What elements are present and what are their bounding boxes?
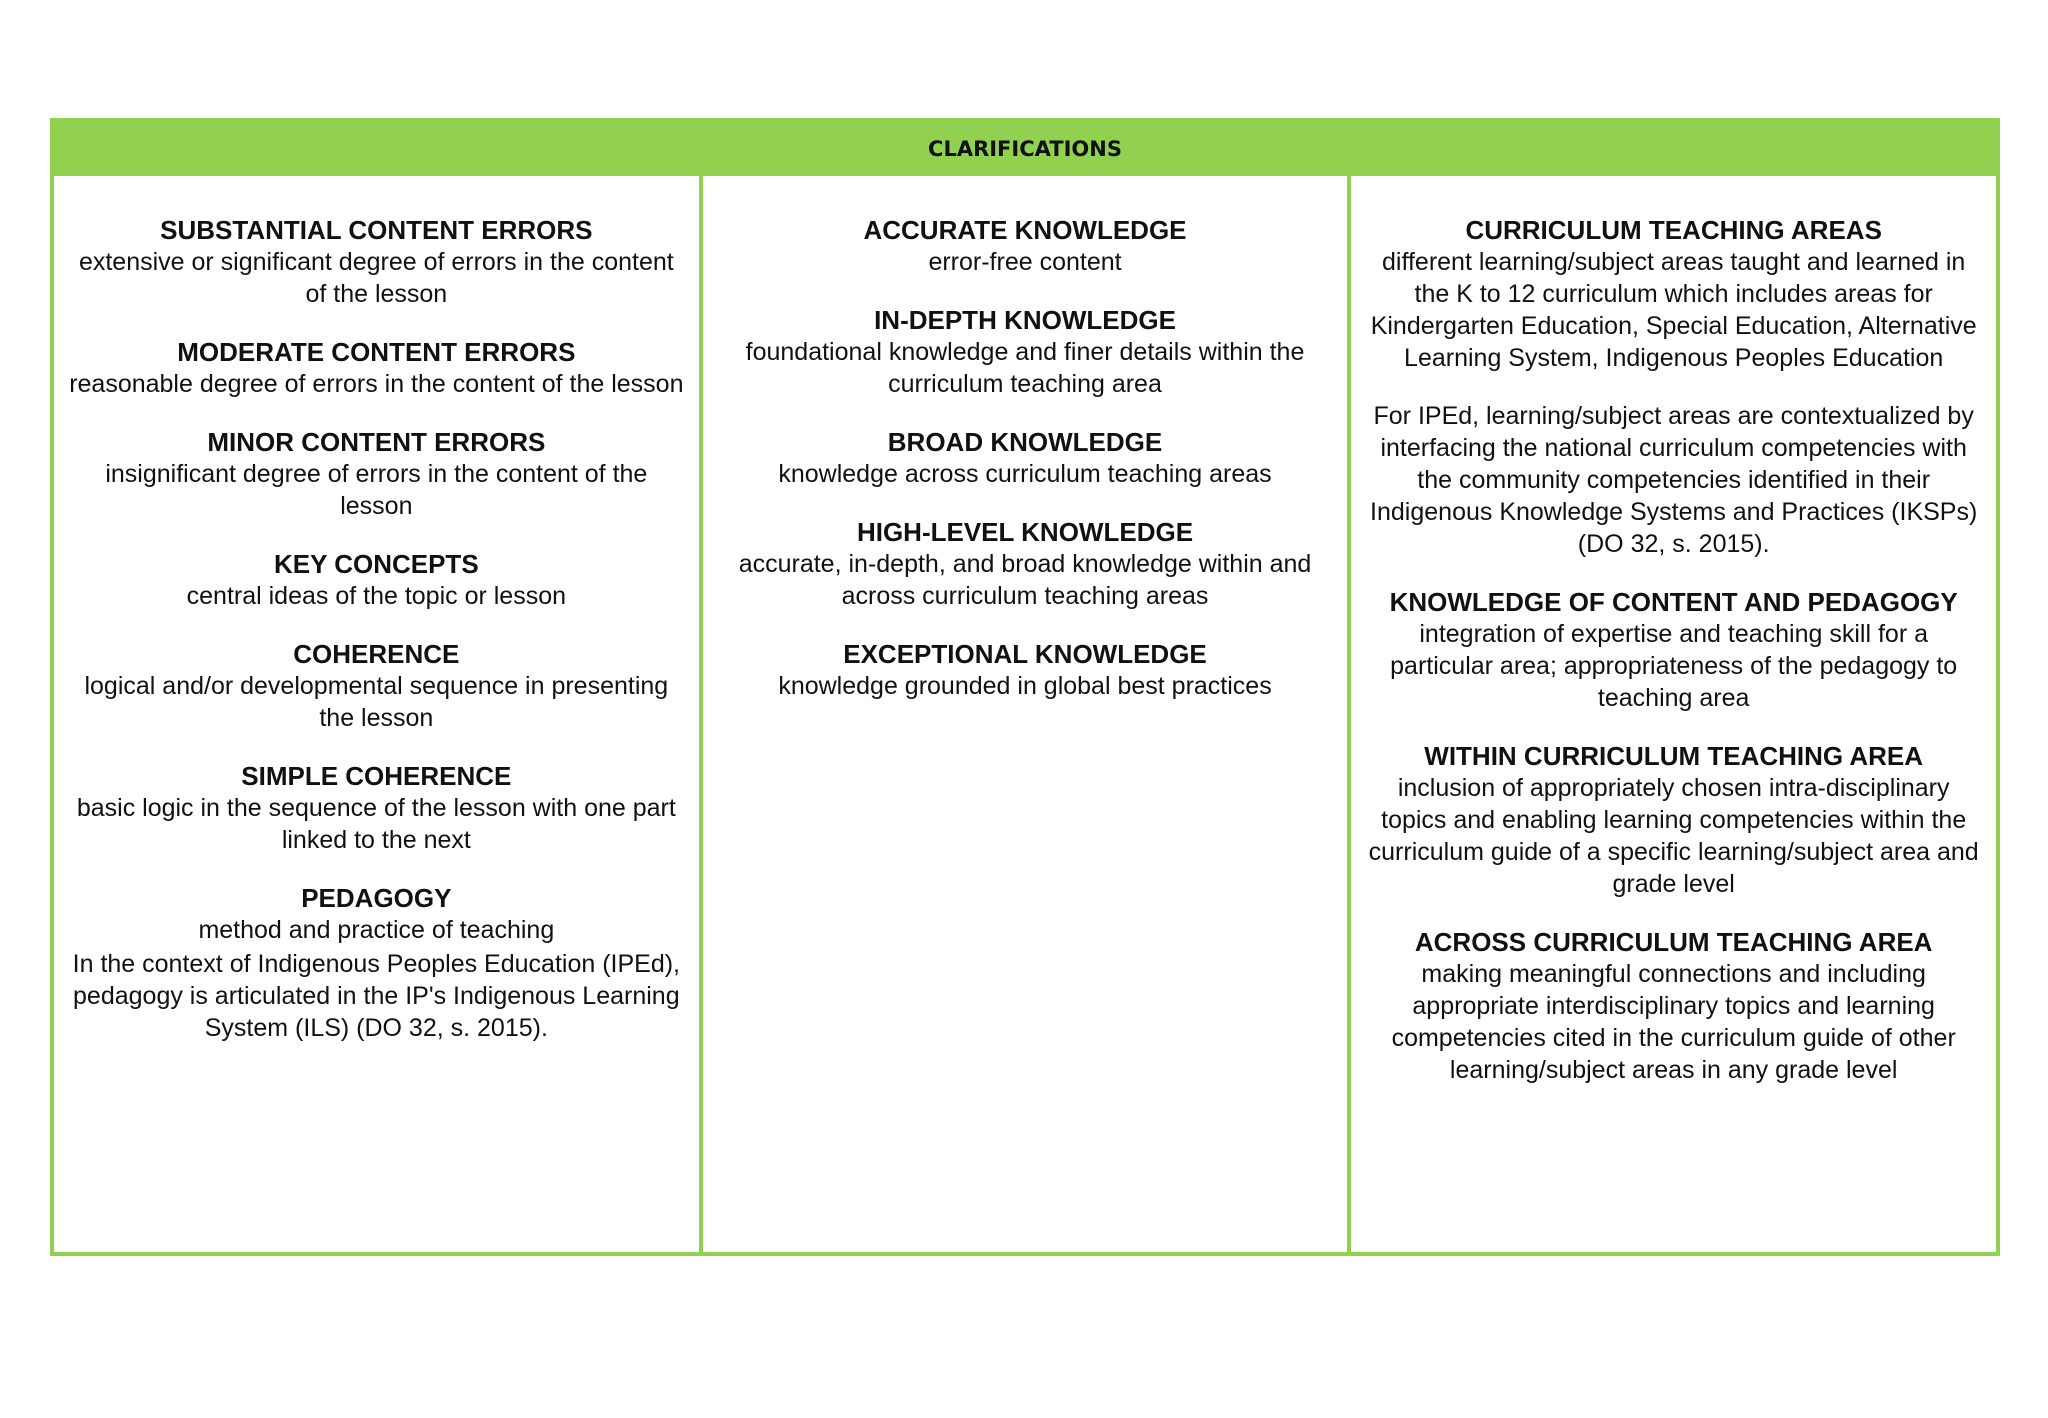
term-definition: logical and/or developmental sequence in presenting the lesson bbox=[84, 672, 669, 732]
term-definition: error-free content bbox=[928, 248, 1122, 276]
term-heading: CURRICULUM TEACHING AREAS bbox=[1465, 215, 1882, 245]
entry-minor-content-errors bbox=[68, 426, 685, 522]
entry-high-level-knowledge bbox=[717, 516, 1334, 612]
clarifications-table bbox=[50, 118, 2000, 1256]
term-definition: accurate, in-depth, and broad knowledge within and across curriculum teaching areas bbox=[738, 550, 1312, 610]
term-definition: integration of expertise and teaching skill for a particular area; appropriateness of the pedagogy to teaching area bbox=[1390, 620, 1958, 712]
term-definition: inclusion of appropriately chosen intra-disciplinary topics and enabling learning competencies within the curriculum guide of a specific learning/subject area and grade level bbox=[1368, 774, 1979, 898]
term-definition: insignificant degree of errors in the content of the lesson bbox=[105, 460, 648, 520]
term-definition: making meaningful connections and including appropriate interdisciplinary topics and learning competencies cited in the curriculum guide of other learning/subject areas in any grade level bbox=[1391, 960, 1956, 1084]
term-heading: MINOR CONTENT ERRORS bbox=[207, 427, 546, 457]
term-definition-extra: In the context of Indigenous Peoples Education (IPEd), pedagogy is articulated in the IP's Indigenous Learning System (ILS) (DO 32, s. 2015). bbox=[72, 950, 680, 1042]
term-definition: central ideas of the topic or lesson bbox=[186, 582, 567, 610]
entry-broad-knowledge bbox=[717, 426, 1334, 490]
term-heading: IN-DEPTH KNOWLEDGE bbox=[874, 305, 1176, 335]
entry-within-curriculum-teaching-area bbox=[1365, 740, 1982, 900]
iped-note: For IPEd, learning/subject areas are contextualized by interfacing the national curriculum competencies with the community competencies identified in their Indigenous Knowledge Systems and Practices (IKSPs) (DO 32, s. 2015). bbox=[1370, 402, 1978, 558]
term-definition: reasonable degree of errors in the content of the lesson bbox=[69, 370, 684, 398]
table-header: CLARIFICATIONS bbox=[54, 122, 1996, 176]
entry-knowledge-of-content-and-pedagogy bbox=[1365, 586, 1982, 714]
entry-accurate-knowledge bbox=[717, 214, 1334, 278]
term-heading: PEDAGOGY bbox=[301, 883, 452, 913]
entry-exceptional-knowledge bbox=[717, 638, 1334, 702]
entry-moderate-content-errors bbox=[68, 336, 685, 400]
column-left bbox=[54, 176, 699, 1252]
entry-pedagogy bbox=[68, 882, 685, 1044]
table-columns bbox=[54, 176, 1996, 1252]
term-definition: foundational knowledge and finer details within the curriculum teaching area bbox=[745, 338, 1305, 398]
term-heading: BROAD KNOWLEDGE bbox=[887, 427, 1163, 457]
term-definition: basic logic in the sequence of the lesson with one part linked to the next bbox=[76, 794, 676, 854]
term-heading: HIGH-LEVEL KNOWLEDGE bbox=[856, 517, 1194, 547]
column-middle bbox=[699, 176, 1348, 1252]
term-definition: different learning/subject areas taught and learned in the K to 12 curriculum which includes areas for Kindergarten Education, Special Education, Alternative Learning System, Indigenous Peoples Education bbox=[1370, 248, 1977, 372]
entry-in-depth-knowledge bbox=[717, 304, 1334, 400]
term-heading: COHERENCE bbox=[293, 639, 460, 669]
entry-substantial-content-errors bbox=[68, 214, 685, 310]
entry-simple-coherence bbox=[68, 760, 685, 856]
term-heading: ACCURATE KNOWLEDGE bbox=[863, 215, 1187, 245]
term-heading: WITHIN CURRICULUM TEACHING AREA bbox=[1424, 741, 1924, 771]
entry-curriculum-teaching-areas bbox=[1365, 214, 1982, 374]
term-heading: ACROSS CURRICULUM TEACHING AREA bbox=[1414, 927, 1933, 957]
term-heading: EXCEPTIONAL KNOWLEDGE bbox=[843, 639, 1207, 669]
term-definition: extensive or significant degree of errors in the content of the lesson bbox=[78, 248, 674, 308]
entry-key-concepts bbox=[68, 548, 685, 612]
term-heading: KNOWLEDGE OF CONTENT AND PEDAGOGY bbox=[1389, 587, 1958, 617]
entry-coherence bbox=[68, 638, 685, 734]
entry-across-curriculum-teaching-area bbox=[1365, 926, 1982, 1086]
term-heading: SUBSTANTIAL CONTENT ERRORS bbox=[160, 215, 593, 245]
term-definition: knowledge grounded in global best practices bbox=[778, 672, 1272, 700]
term-definition: method and practice of teaching bbox=[198, 916, 555, 944]
term-heading: SIMPLE COHERENCE bbox=[241, 761, 512, 791]
column-right bbox=[1347, 176, 1996, 1252]
term-heading: KEY CONCEPTS bbox=[273, 549, 479, 579]
term-definition: knowledge across curriculum teaching areas bbox=[778, 460, 1272, 488]
term-heading: MODERATE CONTENT ERRORS bbox=[177, 337, 576, 367]
